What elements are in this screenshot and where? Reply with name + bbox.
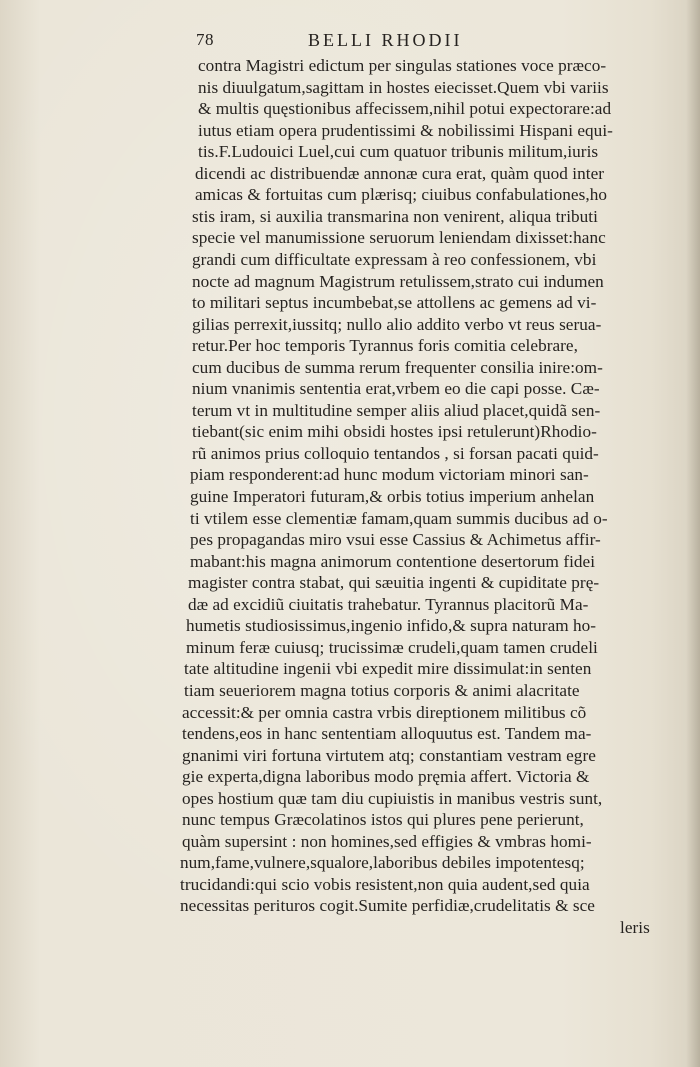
text-line: piam responderent:ad hunc modum victoriam minori san- [190, 465, 589, 485]
running-head: BELLI RHODII [308, 30, 463, 50]
text-line: tis.F.Ludouici Luel,cui cum quatuor tribunis militum,iuris [198, 142, 599, 162]
text-line: nocte ad magnum Magistrum retulissem,strato cui indumen [192, 271, 604, 291]
text-line: humetis studiosissimus,ingenio infido,& supra naturam ho- [186, 616, 597, 636]
text-line: gie experta,digna laboribus modo pręmia affert. Victoria & [182, 767, 590, 787]
text-line: opes hostium quæ tam diu cupiuistis in manibus vestris sunt, [182, 788, 603, 808]
text-line: dæ ad excidiũ ciuitatis trahebatur. Tyrannus placitorũ Ma- [188, 594, 589, 614]
text-line: leris [620, 918, 650, 937]
page-number: 78 [196, 30, 214, 49]
text-line: dicendi ac distribuendæ annonæ cura erat, quàm quod inter [195, 163, 605, 183]
text-line: guine Imperatori futuram,& orbis totius imperium anhelan [190, 487, 595, 506]
text-line: nium vnanimis sententia erat,vrbem eo die capi posse. Cæ- [192, 379, 600, 399]
text-line: num,fame,vulnere,squalore,laboribus debiles impotentesq; [180, 853, 585, 873]
page-edge-shadow [686, 0, 700, 1067]
text-line: tate altitudine ingenii vbi expedit mire dissimulat:in senten [184, 659, 592, 679]
text-line: quàm supersint : non homines,sed effigies & vmbras homi- [182, 831, 592, 851]
text-line: stis iram, si auxilia transmarina non venirent, aliqua tributi [192, 206, 598, 226]
text-line: tiam seueriorem magna totius corporis & animi alacritate [184, 680, 580, 700]
text-line: trucidandi:qui scio vobis resistent,non quia audent,sed quia [180, 874, 590, 894]
text-line: cum ducibus de summa rerum frequenter consilia inire:om- [192, 357, 603, 377]
text-line: retur.Per hoc temporis Tyrannus foris comitia celebrare, [192, 336, 578, 356]
page-header [196, 30, 652, 56]
text-line: necessitas perituros cogit.Sumite perfidiæ,crudelitatis & sce [180, 896, 595, 916]
text-line: & multis quęstionibus affecissem,nihil potui expectorare:ad [198, 99, 612, 119]
text-line: tendens,eos in hanc sententiam alloquutus est. Tandem ma- [182, 724, 592, 744]
text-line: mabant:his magna animorum contentione desertorum fidei [190, 551, 596, 571]
text-line: accessit:& per omnia castra vrbis direptionem militibus cõ [182, 702, 587, 722]
text-line: minum feræ cuiusq; trucissimæ crudeli,quam tamen crudeli [186, 637, 598, 657]
text-line: specie vel manumissione seruorum leniendam dixisset:hanc [192, 228, 606, 248]
text-line: ti vtilem esse clementiæ famam,quam summis ducibus ad o- [190, 508, 608, 528]
text-line: pes propagandas miro vsui esse Cassius & Achimetus affir- [190, 530, 601, 550]
text-line: nis diuulgatum,sagittam in hostes eiecisset.Quem vbi variis [198, 77, 609, 97]
text-line: iutus etiam opera prudentissimi & nobilissimi Hispani equi- [198, 120, 613, 140]
text-line: nunc tempus Græcolatinos istos qui plures pene perierunt, [182, 810, 584, 830]
text-line: to militari septus incumbebat,se attollens ac gemens ad vi- [192, 293, 597, 313]
text-line: grandi cum difficultate expressam à reo confessionem, vbi [192, 249, 597, 269]
text-line: tiebant(sic enim mihi obsidi hostes ipsi retulerunt)Rhodio- [192, 422, 597, 442]
text-line: contra Magistri edictum per singulas stationes voce præco- [198, 56, 607, 75]
text-line: gilias perrexit,iussitq; nullo alio addito verbo vt reus serua- [192, 314, 602, 334]
text-line: rũ animos prius colloquio tentandos , si forsan pacati quid- [192, 443, 599, 463]
text-line: amicas & fortuitas cum plærisq; ciuibus confabulationes,ho [195, 185, 607, 205]
text-line: magister contra stabat, qui sæuitia ingenti & cupiditate prę- [188, 573, 600, 593]
text-line: terum vt in multitudine semper aliis aliud placet,quidã sen- [192, 400, 601, 420]
text-line: gnanimi viri fortuna virtutem atq; constantiam vestram egre [182, 745, 596, 765]
